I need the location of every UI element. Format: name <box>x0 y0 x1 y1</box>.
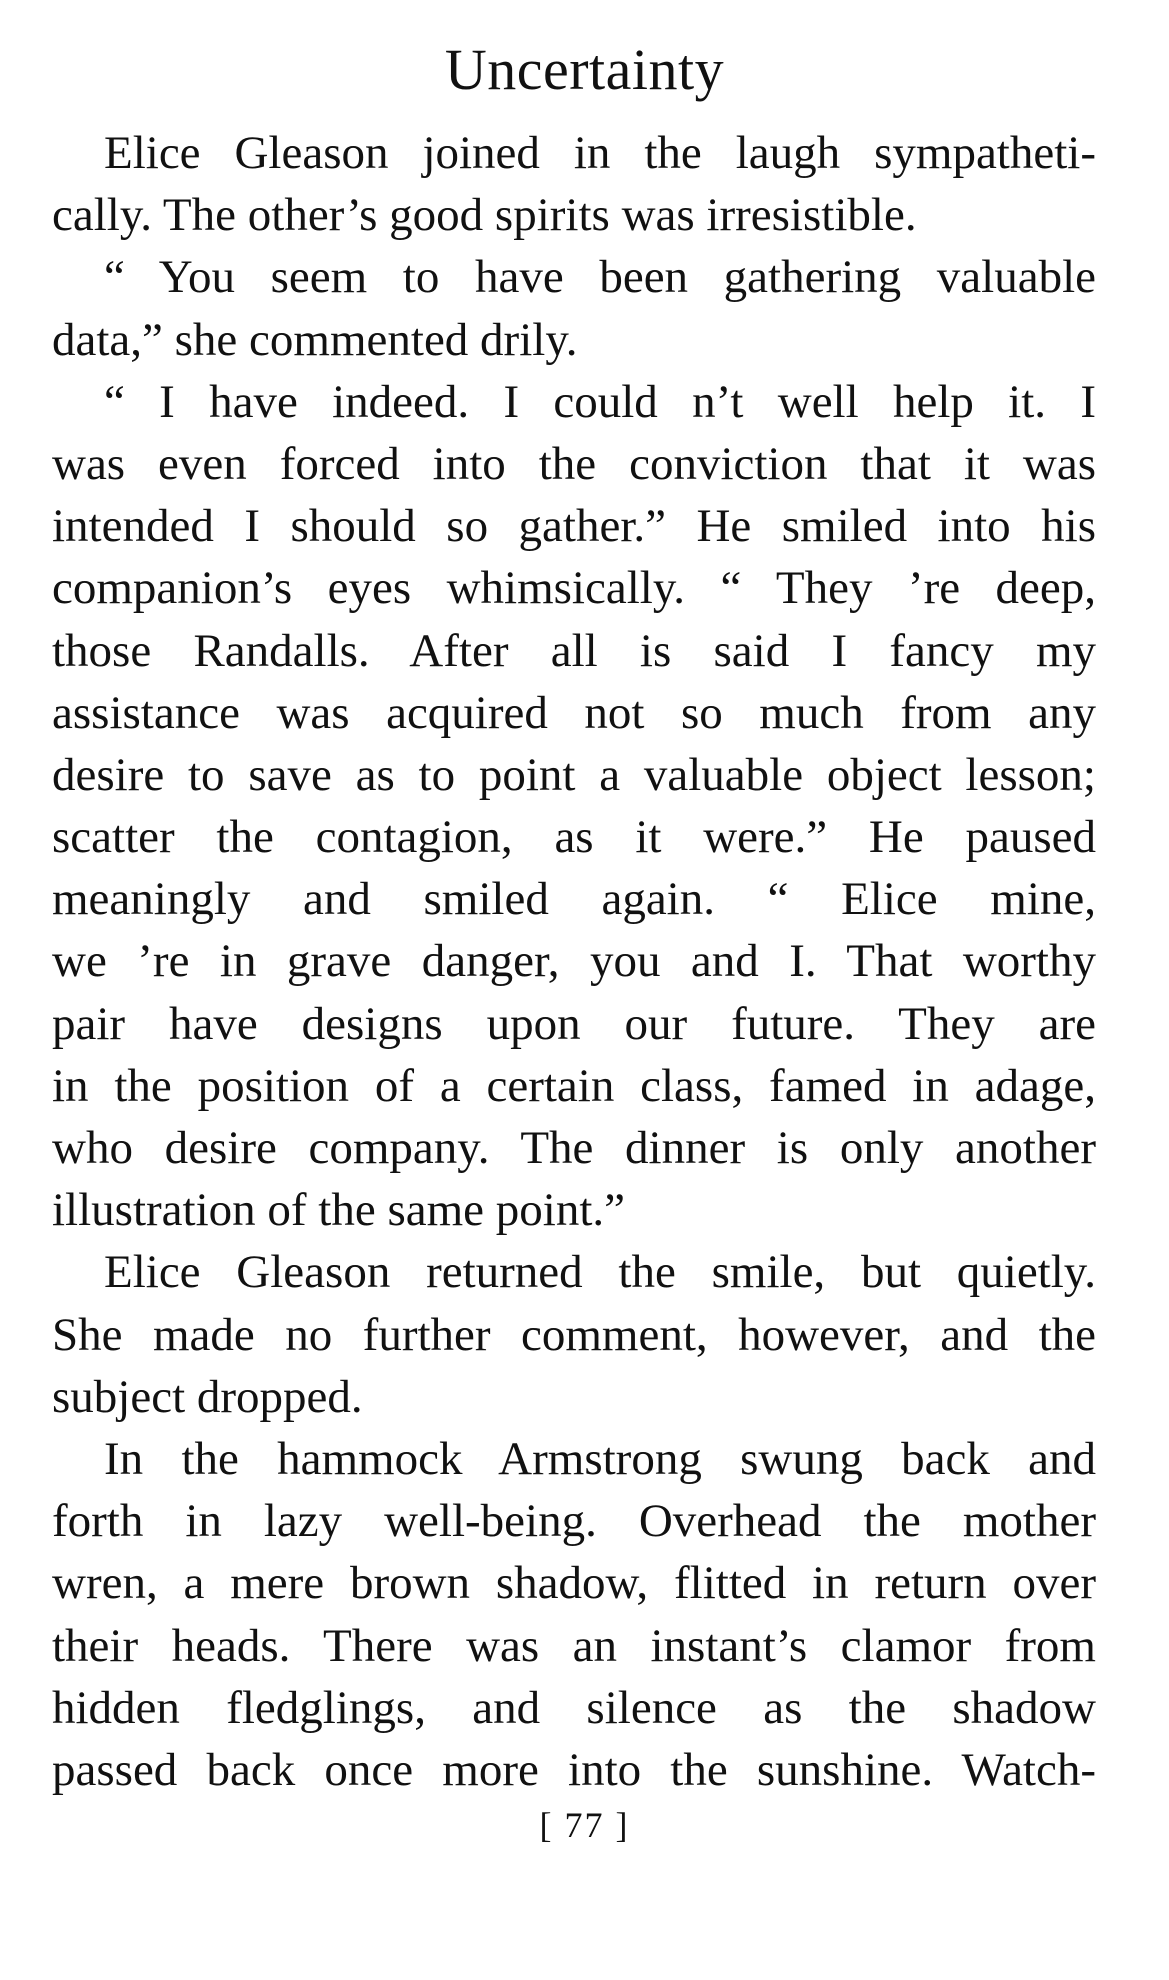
text-line: meaningly and smiled again. “ Elice mine, <box>52 873 1096 926</box>
text-line: in the position of a certain class, famed in adage, <box>52 1059 1096 1112</box>
text-line: desire to save as to point a valuable object lesson; <box>52 748 1096 801</box>
text-line: their heads. There was an instant’s clamor from <box>52 1619 1096 1672</box>
text-line: those Randalls. After all is said I fancy my <box>52 624 1096 677</box>
running-head: Uncertainty <box>444 37 725 102</box>
text-line: Elice Gleason joined in the laugh sympatheti- <box>104 127 1096 179</box>
text-line: Elice Gleason returned the smile, but quietly. <box>104 1246 1096 1299</box>
text-line: She made no further comment, however, and the <box>52 1308 1096 1361</box>
text-line: assistance was acquired not so much from any <box>52 686 1096 739</box>
text-line: companion’s eyes whimsically. “ They ’re deep, <box>52 562 1096 615</box>
text-line: passed back once more into the sunshine. Watch- <box>52 1743 1096 1796</box>
text-line: pair have designs upon our future. They are <box>52 997 1096 1050</box>
text-line: illustration of the same point.” <box>52 1184 626 1237</box>
text-line: cally. The other’s good spirits was irresistible. <box>52 189 917 242</box>
text-line: “ I have indeed. I could n’t well help it. I <box>104 375 1096 428</box>
text-line: intended I should so gather.” He smiled into his <box>52 500 1096 553</box>
paragraph <box>52 1428 1096 1801</box>
text-line: “ You seem to have been gathering valuable <box>104 251 1096 304</box>
paragraph <box>52 371 1096 1242</box>
paragraph <box>52 1241 1096 1428</box>
text-line: subject dropped. <box>52 1370 363 1423</box>
paragraph <box>52 122 1096 246</box>
paragraph <box>52 246 1096 370</box>
text-line: forth in lazy well-being. Overhead the mother <box>52 1495 1096 1548</box>
text-line: we ’re in grave danger, you and I. That worthy <box>52 935 1096 988</box>
text-line: data,” she commented drily. <box>52 313 578 366</box>
text-line: who desire company. The dinner is only another <box>52 1122 1096 1174</box>
text-line: was even forced into the conviction that it was <box>52 437 1096 490</box>
page-number: [ 77 ] <box>539 1805 630 1845</box>
body-text <box>52 122 1096 1801</box>
text-line: wren, a mere brown shadow, flitted in return over <box>52 1557 1096 1610</box>
text-line: scatter the contagion, as it were.” He paused <box>52 811 1096 864</box>
text-line: hidden fledglings, and silence as the shadow <box>52 1681 1096 1734</box>
text-line: In the hammock Armstrong swung back and <box>104 1432 1096 1485</box>
